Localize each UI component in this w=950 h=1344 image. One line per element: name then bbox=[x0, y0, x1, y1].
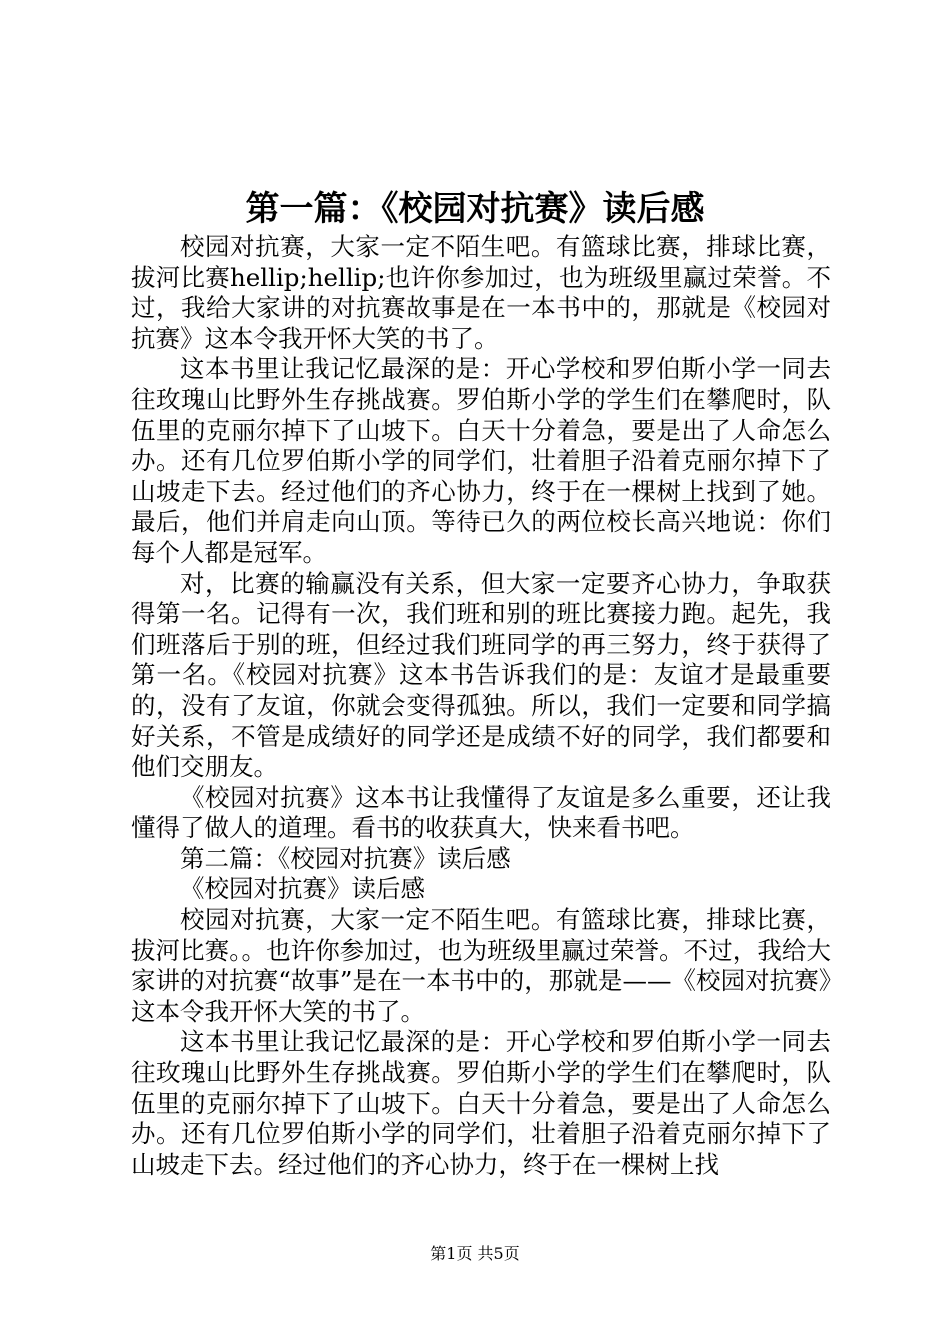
document-body bbox=[131, 232, 831, 1180]
document-title: 第一篇：《校园对抗赛》读后感 bbox=[245, 189, 705, 229]
paragraph: 《校园对抗赛》这本书让我懂得了友谊是多么重要，还让我懂得了做人的道理。看书的收获真大，快来看书吧。 bbox=[131, 782, 831, 843]
paragraph: 对，比赛的输赢没有关系，但大家一定要齐心协力，争取获得第一名。记得有一次，我们班和别的班比赛接力跑。起先，我们班落后于别的班，但经过我们班同学的再三努力，终于获得了第一名。《校园对抗赛》这本书告诉我们的是：友谊才是最重要的，没有了友谊，你就会变得孤独。所以，我们一定要和同学搞好关系，不管是成绩好的同学还是成绩不好的同学，我们都要和他们交朋友。 bbox=[131, 568, 831, 782]
paragraph: 校园对抗赛，大家一定不陌生吧。有篮球比赛，排球比赛，拔河比赛。。也许你参加过，也为班级里赢过荣誉。不过，我给大家讲的对抗赛“故事”是在一本书中的，那就是——《校园对抗赛》这本令我开怀大笑的书了。 bbox=[131, 905, 831, 1026]
page-number-footer: 第1页 共5页 bbox=[430, 1244, 520, 1263]
section-heading: 第二篇：《校园对抗赛》读后感 bbox=[180, 843, 511, 873]
paragraph: 校园对抗赛，大家一定不陌生吧。有篮球比赛，排球比赛，拔河比赛hellip;hellip;也许你参加过，也为班级里赢过荣誉。不过，我给大家讲的对抗赛故事是在一本书中的，那就是《校园对抗赛》这本令我开怀大笑的书了。 bbox=[131, 232, 831, 353]
paragraph: 这本书里让我记忆最深的是：开心学校和罗伯斯小学一同去往玫瑰山比野外生存挑战赛。罗伯斯小学的学生们在攀爬时，队伍里的克丽尔掉下了山坡下。白天十分着急，要是出了人命怎么办。还有几位罗伯斯小学的同学们，壮着胆子沿着克丽尔掉下了山坡走下去。经过他们的齐心协力，终于在一棵树上找到了她。最后，他们并肩走向山顶。等待已久的两位校长高兴地说：你们每个人都是冠军。 bbox=[131, 354, 831, 567]
paragraph: 这本书里让我记忆最深的是：开心学校和罗伯斯小学一同去往玫瑰山比野外生存挑战赛。罗伯斯小学的学生们在攀爬时，队伍里的克丽尔掉下了山坡下。白天十分着急，要是出了人命怎么办。还有几位罗伯斯小学的同学们，壮着胆子沿着克丽尔掉下了山坡走下去。经过他们的齐心协力，终于在一棵树上找 bbox=[131, 1027, 831, 1179]
section-subheading: 《校园对抗赛》读后感 bbox=[180, 874, 425, 904]
